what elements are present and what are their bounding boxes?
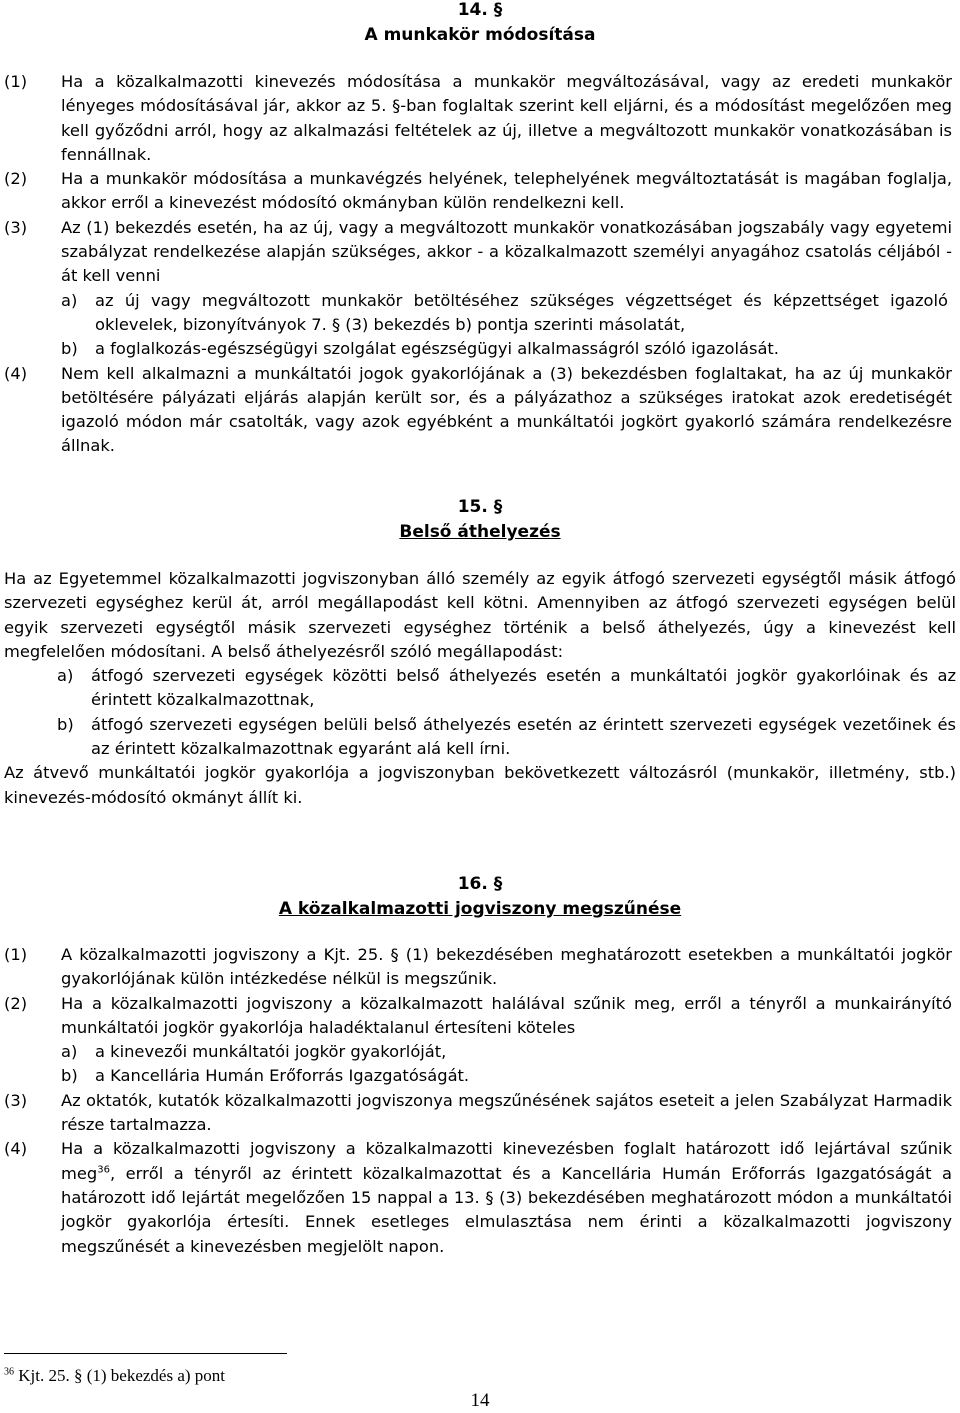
section-15-outro: Az átvevő munkáltatói jogkör gyakorlója a jogviszonyban bekövetkezett változásról (munkakör, illetmény, stb.) kinevezés-módosító okmányt állít ki. bbox=[4, 763, 956, 807]
footnote-divider bbox=[4, 1353, 287, 1354]
section-14-item-2 bbox=[4, 167, 956, 216]
section-16-number: 16. § bbox=[457, 874, 503, 894]
section-15-number: 15. § bbox=[457, 497, 503, 517]
section-16-item-2-sub-a bbox=[61, 1040, 952, 1064]
section-14-item-4 bbox=[4, 362, 956, 459]
section-15-body bbox=[0, 567, 960, 810]
section-14-item-3-sub-b bbox=[61, 337, 952, 361]
item-label: (2) bbox=[4, 993, 28, 1013]
item-label: (1) bbox=[4, 945, 28, 964]
item-text: Az (1) bekezdés esetén, ha az új, vagy a megváltozott munkakör vonatkozásában jogszabály vagy egyetemi szabályzat rendelkezése alapján szükséges, akkor - a közalkalmazott személyi anyagához csatolás céljából - át kell venni bbox=[61, 217, 952, 286]
sub-label: b) bbox=[61, 1066, 78, 1086]
section-16-item-1 bbox=[4, 943, 956, 992]
item-text: Nem kell alkalmazni a munkáltatói jogok gyakorlójának a (3) bekezdésben foglaltakat, ha az új munkakör betöltésére pályázati eljárás alapján került sor, és a pályázathoz a szükséges iratokat azok eredetiségét igazoló módon már csatolták, vagy azok egyébként a munkáltatói jogkört gyakorló számára rendelkezésre állnak. bbox=[61, 363, 952, 456]
sub-label: a) bbox=[61, 1042, 78, 1062]
section-14-heading bbox=[0, 0, 960, 48]
item-text: Ha a közalkalmazotti jogviszony a közalkalmazott halálával szűnik meg, erről a tényről a munkairányító munkáltatói jogkör gyakorlója haladéktalanul értesíteni köteles bbox=[61, 993, 952, 1037]
item-label: (3) bbox=[4, 217, 28, 237]
section-16-title: A közalkalmazotti jogviszony megszűnése bbox=[278, 899, 682, 919]
sub-text: a Kancellária Humán Erőforrás Igazgatóságát. bbox=[95, 1066, 470, 1086]
section-15-heading bbox=[0, 495, 960, 545]
section-14-title: A munkakör módosítása bbox=[364, 25, 596, 45]
item-text-before: Ha a közalkalmazotti jogviszony a közalkalmazotti kinevezésben foglalt határozott idő lejártával szűnik meg bbox=[61, 1139, 952, 1183]
sub-label: a) bbox=[61, 290, 78, 310]
item-label: (1) bbox=[4, 72, 28, 91]
section-16-item-2-sub-b bbox=[61, 1064, 952, 1088]
item-text: Ha a közalkalmazotti kinevezés módosítása a munkakör megváltozásával, vagy az eredeti munkakör lényeges módosításával jár, akkor az 5. §-ban foglaltak szerint kell eljárni, és a módosítást megelőzően meg kell győződni arról, hogy az alkalmazási feltételek az új, illetve a megváltozott munkakör vonatkozásában is fennállnak. bbox=[61, 72, 952, 164]
item-text: Ha a munkakör módosítása a munkavégzés helyének, telephelyének megváltoztatását is magában foglalja, akkor erről a kinevezést módosító okmányban külön rendelkezni kell. bbox=[61, 169, 952, 213]
section-16-item-4 bbox=[4, 1137, 956, 1258]
sub-text: a foglalkozás-egészségügyi szolgálat egészségügyi alkalmasságról szóló igazolását. bbox=[95, 339, 779, 359]
section-16-item-2 bbox=[4, 992, 956, 1089]
sub-label: b) bbox=[61, 339, 78, 359]
section-14-body bbox=[4, 70, 956, 459]
footnote-text: Kjt. 25. § (1) bekezdés a) pont bbox=[18, 1366, 226, 1385]
section-14-number: 14. § bbox=[457, 0, 503, 20]
sub-text: átfogó szervezeti egységen belüli belső áthelyezés esetén az érintett szervezeti egységek vezetőinek és az érintett közalkalmazottnak egyaránt alá kell írni. bbox=[91, 714, 956, 759]
sub-text: az új vagy megváltozott munkakör betöltéséhez szükséges végzettséget és képzettséget igazoló oklevelek, bizonyítványok 7. § (3) bekezdés b) pontja szerinti másolatát, bbox=[95, 290, 948, 334]
section-15-intro: Ha az Egyetemmel közalkalmazotti jogviszonyban álló személy az egyik átfogó szervezeti egységtől másik átfogó szervezeti egységhez kerül át, arról megállapodást kell kötni. Amennyiben az átfogó szervezeti egységen belül egyik szervezeti egységtől másik szervezeti egységhez történik a belső áthelyezés, úgy a kinevezést kell megfelelően módosítani. A belső áthelyezésről szóló megállapodást: bbox=[4, 569, 956, 661]
footnote-reference: 36 bbox=[97, 1164, 110, 1176]
item-text-after: , erről a tényről az érintett közalkalmazottat és a Kancellária Humán Erőforrás Igazgatóságát a határozott idő lejártát megelőzően 15 nappal a 13. § (3) bekezdésében meghatározott módon a munkáltatói jogkör gyakorlója értesíti. Ennek esetleges elmulasztása nem érinti a közalkalmazotti jogviszony megszűnését a kinevezésben megjelölt napon. bbox=[61, 1163, 952, 1256]
section-16-item-3 bbox=[4, 1089, 956, 1138]
item-label: (3) bbox=[4, 1090, 28, 1110]
footnote bbox=[4, 1366, 225, 1386]
section-16-heading bbox=[0, 872, 960, 922]
sub-label: a) bbox=[57, 666, 74, 686]
sub-text: a kinevezői munkáltatói jogkör gyakorlóját, bbox=[95, 1042, 447, 1062]
item-text: Az oktatók, kutatók közalkalmazotti jogviszonya megszűnésének sajátos eseteit a jelen Szabályzat Harmadik része tartalmazza. bbox=[61, 1090, 952, 1135]
section-15-sub-a bbox=[57, 664, 960, 713]
item-text bbox=[61, 1137, 956, 1258]
sub-text: átfogó szervezeti egységek közötti belső áthelyezés esetén a munkáltatói jogkör gyakorlóinak és az érintett közalkalmazottnak, bbox=[91, 666, 956, 710]
item-label: (4) bbox=[4, 1139, 28, 1159]
item-label: (4) bbox=[4, 363, 28, 383]
section-14-item-3 bbox=[4, 216, 956, 362]
section-14-item-3-sub-a bbox=[61, 289, 952, 338]
page-number: 14 bbox=[470, 1390, 490, 1411]
item-text: A közalkalmazotti jogviszony a Kjt. 25. § (1) bekezdésében meghatározott esetekben a munkáltatói jogkör gyakorlójának külön intézkedése nélkül is megszűnik. bbox=[61, 945, 952, 989]
footnote-number: 36 bbox=[4, 1366, 14, 1378]
item-label: (2) bbox=[4, 169, 28, 189]
section-16-body bbox=[4, 943, 956, 1259]
sub-label: b) bbox=[57, 714, 74, 734]
section-15-sub-b bbox=[57, 713, 960, 762]
section-14-item-1 bbox=[4, 70, 956, 167]
section-15-title: Belső áthelyezés bbox=[399, 522, 561, 542]
